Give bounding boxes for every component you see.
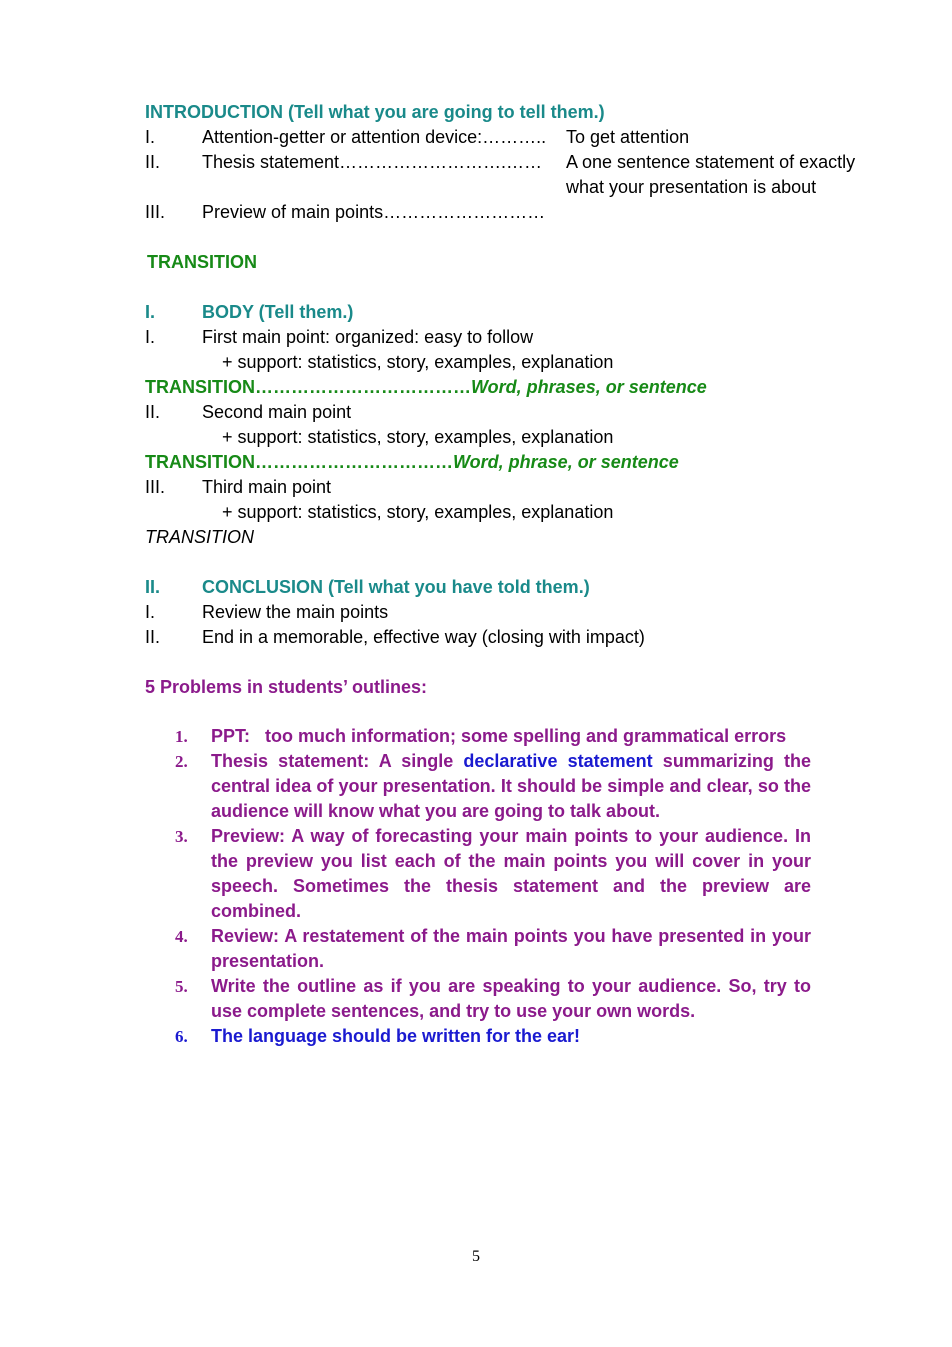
body-point-3-text: Third main point — [202, 477, 332, 497]
body-heading-text: BODY (Tell them.) — [202, 302, 354, 322]
conclusion-item-2 — [145, 625, 885, 650]
body-transition-3: TRANSITION — [145, 527, 255, 547]
conclusion-item-1-number: I. — [145, 602, 156, 622]
page-number: 5 — [472, 1248, 480, 1265]
problem-item-5-number: 5. — [175, 977, 188, 996]
body-point-3 — [145, 475, 885, 500]
transition-heading: TRANSITION — [147, 252, 257, 272]
body-point-2-text: Second main point — [202, 402, 352, 422]
problem-item-4 — [175, 924, 811, 974]
intro-item-2-note-continued: what your presentation is about — [566, 177, 817, 197]
body-heading-number: I. — [145, 302, 156, 322]
intro-item-2-text: Thesis statement……………………….…… — [202, 152, 543, 172]
body-point-1-support-text: + support: statistics, story, examples, explanation — [222, 352, 614, 372]
body-point-1-support — [145, 350, 885, 375]
problem-item-3-text: Preview: A way of forecasting your main points to your audience. In the preview you list each of the main points you will cover in your speech. Sometimes the thesis statement and the preview are combined. — [211, 826, 811, 921]
conclusion-item-2-number: II. — [145, 627, 161, 647]
body-point-1-text: First main point: organized: easy to follow — [202, 327, 534, 347]
body-point-2-support — [145, 425, 885, 450]
body-transition-2 — [145, 450, 679, 475]
conclusion-item-2-text: End in a memorable, effective way (closing with impact) — [202, 627, 645, 647]
conclusion-item-1 — [145, 600, 885, 625]
problem-item-1-text: PPT: too much information; some spelling and grammatical errors — [211, 726, 787, 746]
problem-item-2 — [175, 749, 811, 824]
conclusion-heading — [145, 575, 885, 600]
problem-item-6-text: The language should be written for the ear! — [211, 1026, 581, 1046]
body-transition-1-note: Word, phrases, or sentence — [471, 377, 707, 397]
intro-item-1-text: Attention-getter or attention device:……….. — [202, 127, 547, 147]
problem-item-3 — [175, 824, 811, 924]
problem-item-1-number: 1. — [175, 727, 188, 746]
intro-item-3-text: Preview of main points……………………… — [202, 202, 546, 222]
problem-item-2-text-start: Thesis statement: A single — [211, 751, 464, 771]
problem-item-1 — [175, 724, 811, 749]
body-point-2 — [145, 400, 885, 425]
body-point-3-support — [145, 500, 885, 525]
intro-item-1 — [145, 125, 885, 150]
intro-item-3 — [145, 200, 885, 225]
problem-item-2-highlight: declarative statement — [463, 751, 653, 771]
conclusion-heading-number: II. — [145, 577, 161, 597]
problem-item-2-text-end: summarizing the central idea of your presentation. It should be simple and clear, so the audience will know what you are going to talk about. — [211, 751, 811, 821]
intro-item-2 — [145, 150, 885, 175]
body-point-3-number: III. — [145, 477, 166, 497]
body-transition-1 — [145, 375, 707, 400]
problem-item-6 — [175, 1024, 811, 1049]
body-point-3-support-text: + support: statistics, story, examples, explanation — [222, 502, 614, 522]
problems-list — [175, 724, 811, 1049]
conclusion-item-1-text: Review the main points — [202, 602, 389, 622]
body-point-2-support-text: + support: statistics, story, examples, explanation — [222, 427, 614, 447]
problem-item-5 — [175, 974, 811, 1024]
problem-item-6-number: 6. — [175, 1027, 188, 1046]
problem-item-3-number: 3. — [175, 827, 188, 846]
intro-item-3-number: III. — [145, 202, 166, 222]
intro-item-2-number: II. — [145, 152, 161, 172]
intro-item-2-note: A one sentence statement of exactly — [566, 152, 856, 172]
body-point-1 — [145, 325, 885, 350]
body-point-2-number: II. — [145, 402, 161, 422]
conclusion-heading-text: CONCLUSION (Tell what you have told them.) — [202, 577, 590, 597]
body-point-1-number: I. — [145, 327, 156, 347]
intro-item-2-continued — [145, 175, 885, 200]
body-heading — [145, 300, 885, 325]
body-transition-1-label: TRANSITION……………………………… — [145, 377, 471, 397]
intro-item-1-number: I. — [145, 127, 156, 147]
problem-item-2-number: 2. — [175, 752, 188, 771]
intro-heading: INTRODUCTION (Tell what you are going to tell them.) — [145, 102, 605, 122]
problems-heading: 5 Problems in students’ outlines: — [145, 677, 428, 697]
body-transition-2-label: TRANSITION…………………………… — [145, 452, 453, 472]
problem-item-4-number: 4. — [175, 927, 188, 946]
body-transition-2-note: Word, phrase, or sentence — [453, 452, 679, 472]
problem-item-5-text: Write the outline as if you are speaking to your audience. So, try to use complete sentences, and try to use your own words. — [211, 976, 811, 1021]
intro-item-1-note: To get attention — [566, 127, 690, 147]
problem-item-4-text: Review: A restatement of the main points you have presented in your presentation. — [211, 926, 811, 971]
